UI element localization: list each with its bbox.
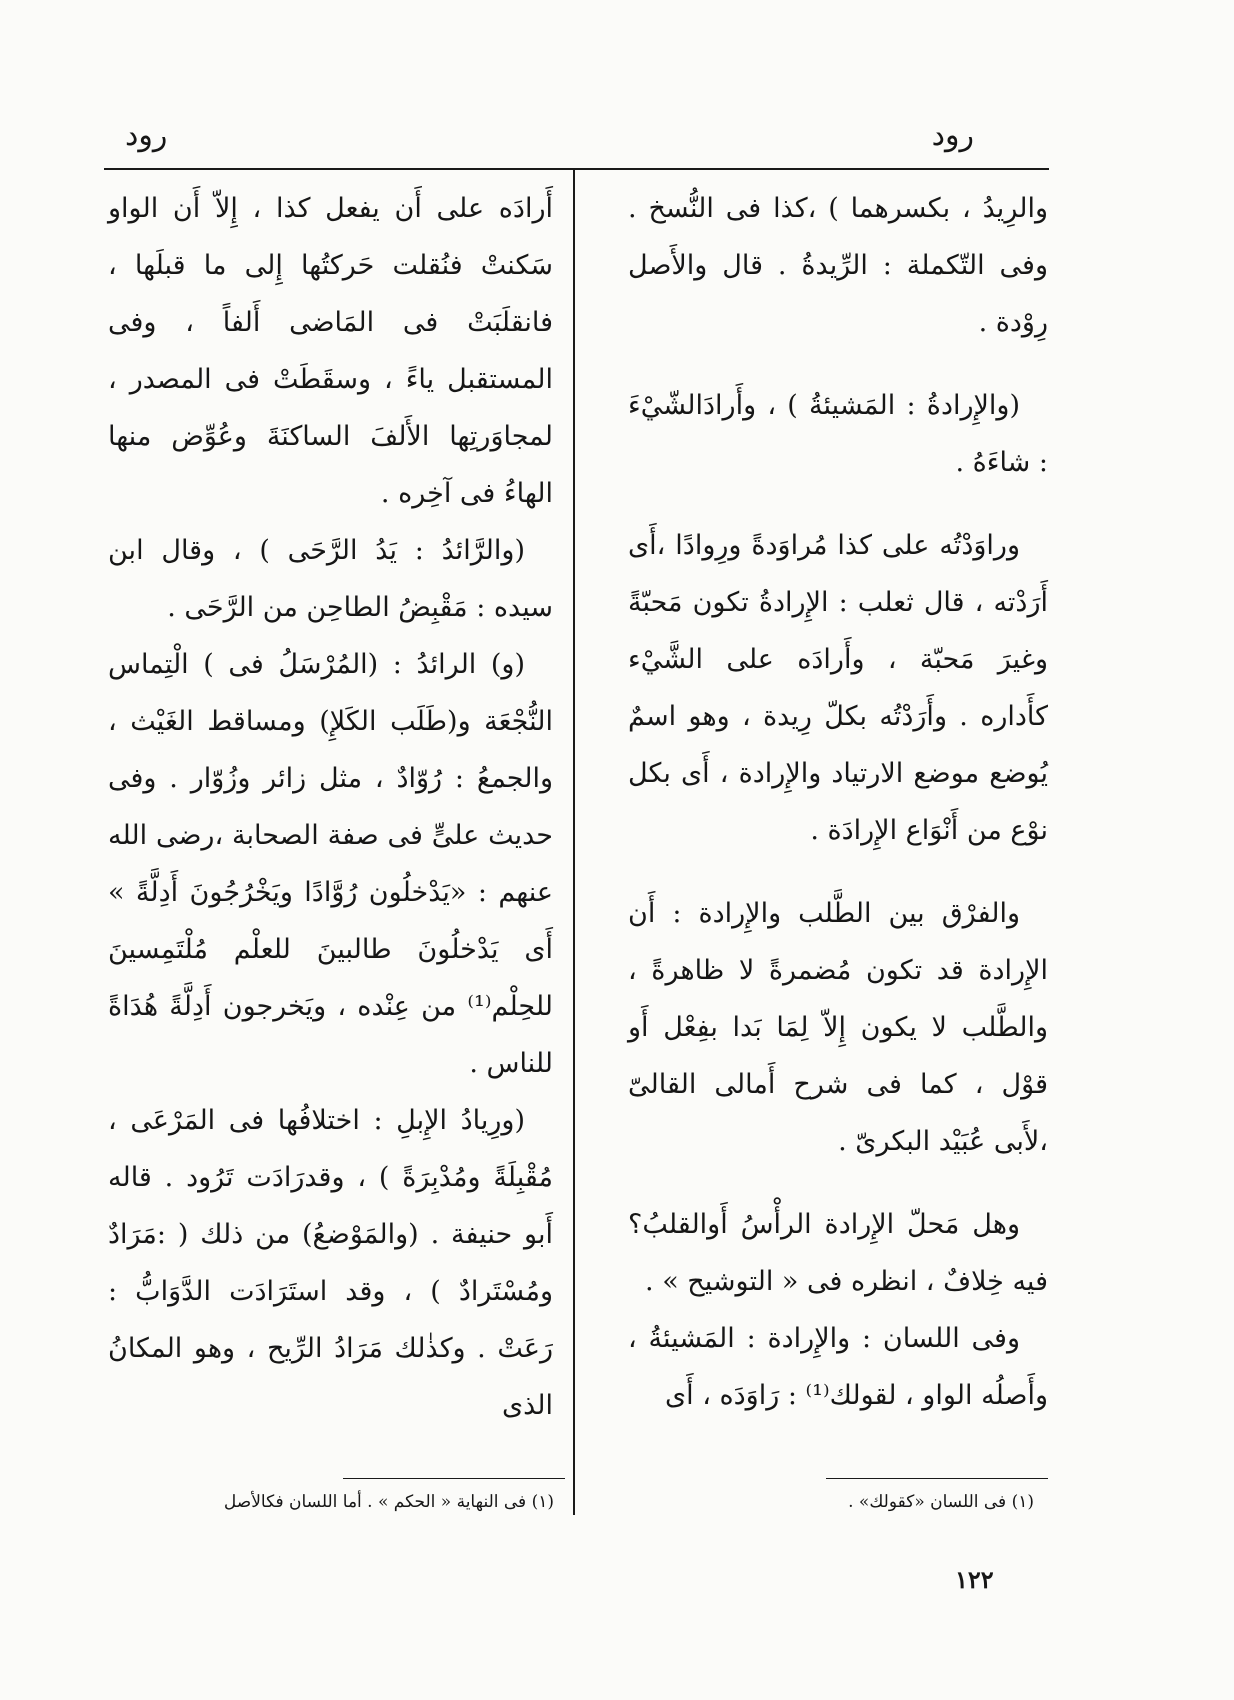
footnote-left: (١) فى النهاية « الحكم » . أما اللسان فكالأصل [223,1492,554,1512]
paragraph: (والإِرادةُ : المَشيئةُ ) ، وأَرادَالشّيْءَ : شاءَهُ . [628,390,1048,478]
running-header-right: رود [931,118,974,153]
left-column [108,180,553,1434]
paragraph: والفرْق بين الطَّلب والإِرادة : أَن الإِرادة قد تكون مُضمرةً لا ظاهرةً ، والطَّلب لا يكون إِلاّ لِمَا بَدا بفِعْل أَو قوْل ، كما فى شرح أَمالى القالىّ ،لأَبى عُبَيْد البكرىّ . [628,898,1048,1157]
paragraph: والرِيدُ ، بكسرهما ) ،كذا فى النُّسخ . وفى التّكملة : الرِّيدةُ . قال والأَصل رِوْدة . [628,193,1048,338]
paragraph: أَرادَه على أَن يفعل كذا ، إِلاّ أَن الواو سَكنتْ فنُقلت حَركتُها إِلى ما قبلَها ، فانقلَبَتْ فى المَاضى أَلفاً ، وفى المستقبل ياءً ، وسقَطَتْ فى المصدر ، لمجاوَرتِها الأَلفَ الساكنَةَ وعُوِّض منها الهاءُ فى آخِره . [108,193,553,509]
running-header-left: رود [125,118,168,153]
paragraph: وفى اللسان : والإِرادة : المَشيئةُ ، وأَصلُه الواو ، لقولك⁽¹⁾ : رَاوَدَه ، أَى [628,1323,1048,1411]
page-number: ١٢٢ [955,1565,994,1594]
paragraph: (و) الرائدُ : (المُرْسَلُ فى ) الْتِماس النُّجْعَة و(طَلَب الكَلإِ) ومساقط الغَيْث ، والجمعُ : رُوّادٌ ، مثل زائر وزُوّار . وفى حديث علىٍّ فى صفة الصحابة ،رضى الله عنهم : «يَدْخلُون رُوَّادًا ويَخْرُجُونَ أَدِلَّةً » أَى يَدْخلُونَ طالبينَ للعلْم مُلْتَمِسينَ للحِلْم⁽¹⁾ من عِنْده ، ويَخرجون أَدِلَّةً هُدَاةً للناس . [108,649,553,1079]
paragraph: وهل مَحلّ الإِرادة الرأْسُ أَوالقلبُ؟ فيه خِلافٌ ، انظره فى « التوشيح » . [628,1209,1048,1297]
paragraph: (والرَّائدُ : يَدُ الرَّحَى ) ، وقال ابن سيده : مَقْبِضُ الطاحِن من الرَّحَى . [108,535,553,623]
paragraph: (ورِيادُ الإِبلِ : اختلافُها فى المَرْعَى ، مُقْبِلَةً ومُدْبِرَةً ) ، وقدرَادَت تَرُود . قاله أَبو حنيفة . (والمَوْضعُ) من ذلك ( :مَرَادٌ ومُسْتَرادٌ ) ، وقد استَرَادَت الدَّوَابُّ : رَعَتْ . وكذٰلك مَرَادُ الرِّيح ، وهو المكانُ الذى [108,1105,553,1421]
footnote-right: (١) فى اللسان «كقولك» . [848,1492,1034,1512]
footnote-rule-left [343,1478,565,1479]
header-rule [104,168,1049,170]
right-column [628,180,1048,1424]
column-divider [573,170,575,1515]
footnote-rule-right [826,1478,1048,1479]
paragraph: وراوَدْتُه على كذا مُراوَدةً ورِوادًا ،أَى أَرَدْته ، قال ثعلب : الإِرادةُ تكون مَحبّةً وغيرَ مَحبّة ، وأَرادَه على الشَّيْء كأَداره . وأَرَدْتُه بكلّ رِيدة ، وهو اسمٌ يُوضع موضع الارتياد والإِرادة ، أَى بكل نوْع من أَنْوَاع الإِرادَة . [628,530,1048,846]
